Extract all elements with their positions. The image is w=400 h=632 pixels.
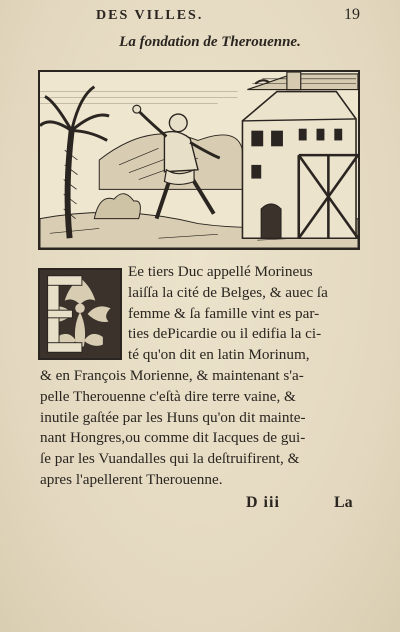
signature-mark: D iii [246,494,280,511]
text-line: & en François Morienne, & maintenant s'a- [40,366,304,384]
text-line: nant Hongres,ou comme dit Iacques de gui- [40,429,306,447]
text-line: Ee tiers Duc appellé Morineus [128,263,313,280]
text-line: ſe par les Vuandalles qui la deſtruifirent, & [40,450,300,468]
text-line: inutile gaſtée par les Huns qu'on dit mainte- [40,408,306,426]
chapter-title: La fondation de Therouenne. [119,34,301,50]
running-head-title: DES VILLES. [96,8,204,23]
page-number: 19 [344,6,360,23]
body-text [40,262,366,491]
page-footer [0,494,400,518]
text-line: apres l'apellerent Therouenne. [40,470,223,488]
catchword: La [334,494,353,511]
text-line: femme & ſa famille vint es par- [128,304,320,322]
woodcut-illustration [38,70,360,250]
text-line: ties dePicardie ou il edifia la ci- [128,325,322,343]
text-line: laiſſa la cité de Belges, & auec ſa [128,283,328,301]
woodcut-illustration [40,72,358,248]
text-line: té qu'on dit en latin Morinum, [128,346,310,364]
text-line: pelle Therouenne c'eſtà dire terre vaine, & [40,387,296,405]
